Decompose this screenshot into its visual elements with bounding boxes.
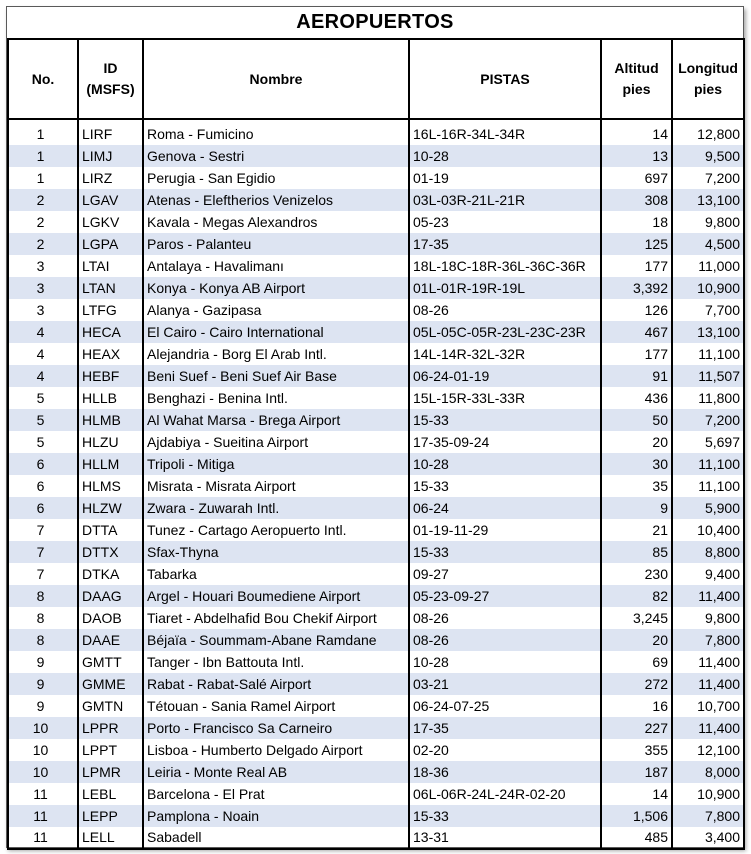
- cell-longitud: 9,500: [672, 145, 744, 167]
- cell-id: LELL: [78, 827, 143, 849]
- cell-no: 9: [8, 695, 78, 717]
- cell-longitud: 11,400: [672, 717, 744, 739]
- cell-nombre: Genova - Sestri: [143, 145, 409, 167]
- cell-id: HLLM: [78, 453, 143, 475]
- table-row: [8, 673, 744, 695]
- cell-id: HLMB: [78, 409, 143, 431]
- cell-longitud: 7,800: [672, 629, 744, 651]
- cell-id: LEPP: [78, 805, 143, 827]
- cell-nombre: Rabat - Rabat-Salé Airport: [143, 673, 409, 695]
- header-no-label: No.: [31, 70, 55, 87]
- cell-id: HEAX: [78, 343, 143, 365]
- cell-nombre: Tabarka: [143, 563, 409, 585]
- cell-no: 11: [8, 827, 78, 849]
- cell-longitud: 11,400: [672, 651, 744, 673]
- cell-pistas: 01-19-11-29: [409, 519, 601, 541]
- cell-id: LPPR: [78, 717, 143, 739]
- cell-altitud: 14: [601, 783, 672, 805]
- table-row: [8, 585, 744, 607]
- header-nombre-label: Nombre: [249, 70, 303, 87]
- table-row: [8, 651, 744, 673]
- header-id-line1: ID: [103, 60, 118, 76]
- cell-pistas: 13-31: [409, 827, 601, 849]
- table-row: [8, 233, 744, 255]
- cell-longitud: 11,507: [672, 365, 744, 387]
- cell-no: 6: [8, 497, 78, 519]
- cell-pistas: 01L-01R-19R-19L: [409, 277, 601, 299]
- cell-longitud: 7,700: [672, 299, 744, 321]
- cell-no: 2: [8, 189, 78, 211]
- table-row: [8, 387, 744, 409]
- table-row: [8, 321, 744, 343]
- cell-id: DAAG: [78, 585, 143, 607]
- cell-nombre: Konya - Konya AB Airport: [143, 277, 409, 299]
- cell-pistas: 08-26: [409, 607, 601, 629]
- cell-nombre: Pamplona - Noain: [143, 805, 409, 827]
- cell-altitud: 355: [601, 739, 672, 761]
- cell-altitud: 177: [601, 343, 672, 365]
- header-longitud-line2: pies: [693, 81, 722, 97]
- cell-nombre: Béjaïa - Soummam-Abane Ramdane: [143, 629, 409, 651]
- cell-longitud: 10,900: [672, 783, 744, 805]
- cell-id: GMTN: [78, 695, 143, 717]
- cell-longitud: 11,100: [672, 453, 744, 475]
- cell-no: 2: [8, 211, 78, 233]
- cell-longitud: 12,800: [672, 123, 744, 145]
- table-row: [8, 717, 744, 739]
- cell-id: HLMS: [78, 475, 143, 497]
- cell-nombre: Kavala - Megas Alexandros: [143, 211, 409, 233]
- cell-longitud: 11,800: [672, 387, 744, 409]
- cell-no: 7: [8, 563, 78, 585]
- cell-no: 1: [8, 167, 78, 189]
- cell-altitud: 485: [601, 827, 672, 849]
- cell-longitud: 11,000: [672, 255, 744, 277]
- table-row: [8, 453, 744, 475]
- cell-no: 6: [8, 475, 78, 497]
- table-row: [8, 255, 744, 277]
- header-pistas-label: PISTAS: [480, 70, 530, 87]
- cell-altitud: 467: [601, 321, 672, 343]
- cell-no: 10: [8, 761, 78, 783]
- cell-nombre: Paros - Palanteu: [143, 233, 409, 255]
- cell-longitud: 9,800: [672, 607, 744, 629]
- cell-nombre: El Cairo - Cairo International: [143, 321, 409, 343]
- cell-no: 6: [8, 453, 78, 475]
- cell-id: HECA: [78, 321, 143, 343]
- cell-id: LTFG: [78, 299, 143, 321]
- cell-longitud: 13,100: [672, 321, 744, 343]
- cell-longitud: 10,400: [672, 519, 744, 541]
- table-row: [8, 563, 744, 585]
- cell-altitud: 50: [601, 409, 672, 431]
- cell-nombre: Beni Suef - Beni Suef Air Base: [143, 365, 409, 387]
- cell-pistas: 15-33: [409, 409, 601, 431]
- header-altitud-line2: pies: [622, 81, 651, 97]
- cell-altitud: 82: [601, 585, 672, 607]
- cell-longitud: 7,800: [672, 805, 744, 827]
- table-row: [8, 805, 744, 827]
- cell-nombre: Tétouan - Sania Ramel Airport: [143, 695, 409, 717]
- cell-no: 10: [8, 739, 78, 761]
- cell-pistas: 05-23: [409, 211, 601, 233]
- table-row: [8, 431, 744, 453]
- table-row: [8, 827, 744, 849]
- cell-altitud: 272: [601, 673, 672, 695]
- cell-altitud: 16: [601, 695, 672, 717]
- cell-pistas: 17-35: [409, 233, 601, 255]
- header-pistas: [409, 39, 601, 119]
- cell-nombre: Sfax-Thyna: [143, 541, 409, 563]
- header-nombre: [143, 39, 409, 119]
- cell-pistas: 10-28: [409, 651, 601, 673]
- cell-longitud: 4,500: [672, 233, 744, 255]
- cell-longitud: 9,400: [672, 563, 744, 585]
- page-title: AEROPUERTOS: [296, 11, 454, 33]
- cell-id: DTTX: [78, 541, 143, 563]
- header-altitud-line1: Altitud: [614, 60, 659, 76]
- cell-nombre: Benghazi - Benina Intl.: [143, 387, 409, 409]
- cell-altitud: 85: [601, 541, 672, 563]
- table-row: [8, 497, 744, 519]
- cell-longitud: 13,100: [672, 189, 744, 211]
- cell-pistas: 09-27: [409, 563, 601, 585]
- cell-pistas: 08-26: [409, 299, 601, 321]
- cell-altitud: 91: [601, 365, 672, 387]
- cell-altitud: 125: [601, 233, 672, 255]
- cell-nombre: Barcelona - El Prat: [143, 783, 409, 805]
- cell-pistas: 18-36: [409, 761, 601, 783]
- cell-no: 3: [8, 277, 78, 299]
- cell-altitud: 18: [601, 211, 672, 233]
- table-row: [8, 343, 744, 365]
- cell-pistas: 18L-18C-18R-36L-36C-36R: [409, 255, 601, 277]
- cell-nombre: Leiria - Monte Real AB: [143, 761, 409, 783]
- cell-nombre: Tunez - Cartago Aeropuerto Intl.: [143, 519, 409, 541]
- cell-nombre: Tiaret - Abdelhafid Bou Chekif Airport: [143, 607, 409, 629]
- cell-nombre: Roma - Fumicino: [143, 123, 409, 145]
- cell-altitud: 436: [601, 387, 672, 409]
- table-row: [8, 145, 744, 167]
- cell-longitud: 5,697: [672, 431, 744, 453]
- cell-pistas: 05L-05C-05R-23L-23C-23R: [409, 321, 601, 343]
- airports-table: [7, 38, 745, 850]
- cell-id: HLZW: [78, 497, 143, 519]
- table-header: [8, 39, 744, 123]
- cell-id: GMTT: [78, 651, 143, 673]
- cell-nombre: Atenas - Eleftherios Venizelos: [143, 189, 409, 211]
- cell-nombre: Lisboa - Humberto Delgado Airport: [143, 739, 409, 761]
- cell-nombre: Argel - Houari Boumediene Airport: [143, 585, 409, 607]
- cell-id: DTTA: [78, 519, 143, 541]
- cell-id: HEBF: [78, 365, 143, 387]
- table-row: [8, 211, 744, 233]
- cell-pistas: 06-24-01-19: [409, 365, 601, 387]
- cell-nombre: Perugia - San Egidio: [143, 167, 409, 189]
- cell-pistas: 05-23-09-27: [409, 585, 601, 607]
- cell-pistas: 03-21: [409, 673, 601, 695]
- header-id-line2: (MSFS): [86, 81, 135, 97]
- cell-id: LPPT: [78, 739, 143, 761]
- cell-id: LIMJ: [78, 145, 143, 167]
- cell-id: LTAI: [78, 255, 143, 277]
- cell-pistas: 17-35: [409, 717, 601, 739]
- cell-longitud: 11,400: [672, 585, 744, 607]
- cell-pistas: 15-33: [409, 805, 601, 827]
- table-row: [8, 629, 744, 651]
- cell-no: 1: [8, 145, 78, 167]
- cell-longitud: 11,100: [672, 343, 744, 365]
- cell-no: 8: [8, 607, 78, 629]
- cell-longitud: 3,400: [672, 827, 744, 849]
- table-body: [8, 123, 744, 849]
- cell-nombre: Zwara - Zuwarah Intl.: [143, 497, 409, 519]
- cell-id: DTKA: [78, 563, 143, 585]
- cell-id: LIRF: [78, 123, 143, 145]
- cell-pistas: 06-24: [409, 497, 601, 519]
- cell-altitud: 14: [601, 123, 672, 145]
- table-row: [8, 783, 744, 805]
- cell-altitud: 126: [601, 299, 672, 321]
- cell-no: 7: [8, 519, 78, 541]
- header-longitud-line1: Longitud: [678, 60, 738, 76]
- cell-altitud: 308: [601, 189, 672, 211]
- cell-no: 10: [8, 717, 78, 739]
- table-row: [8, 189, 744, 211]
- cell-no: 1: [8, 123, 78, 145]
- cell-altitud: 697: [601, 167, 672, 189]
- cell-nombre: Tanger - Ibn Battouta Intl.: [143, 651, 409, 673]
- cell-altitud: 187: [601, 761, 672, 783]
- cell-pistas: 10-28: [409, 145, 601, 167]
- cell-pistas: 02-20: [409, 739, 601, 761]
- cell-pistas: 15-33: [409, 475, 601, 497]
- cell-altitud: 1,506: [601, 805, 672, 827]
- cell-pistas: 03L-03R-21L-21R: [409, 189, 601, 211]
- cell-no: 9: [8, 673, 78, 695]
- cell-pistas: 15-33: [409, 541, 601, 563]
- cell-id: HLZU: [78, 431, 143, 453]
- cell-pistas: 16L-16R-34L-34R: [409, 123, 601, 145]
- cell-nombre: Ajdabiya - Sueitina Airport: [143, 431, 409, 453]
- table-row: [8, 607, 744, 629]
- cell-pistas: 15L-15R-33L-33R: [409, 387, 601, 409]
- cell-no: 8: [8, 585, 78, 607]
- cell-altitud: 20: [601, 431, 672, 453]
- header-id: [78, 39, 143, 119]
- cell-no: 8: [8, 629, 78, 651]
- cell-no: 3: [8, 255, 78, 277]
- table-row: [8, 475, 744, 497]
- cell-nombre: Misrata - Misrata Airport: [143, 475, 409, 497]
- cell-longitud: 8,800: [672, 541, 744, 563]
- cell-no: 5: [8, 431, 78, 453]
- cell-id: LGKV: [78, 211, 143, 233]
- cell-nombre: Porto - Francisco Sa Carneiro: [143, 717, 409, 739]
- cell-nombre: Antalaya - Havalimanı: [143, 255, 409, 277]
- cell-altitud: 3,392: [601, 277, 672, 299]
- cell-no: 9: [8, 651, 78, 673]
- cell-altitud: 177: [601, 255, 672, 277]
- cell-longitud: 5,900: [672, 497, 744, 519]
- cell-longitud: 10,900: [672, 277, 744, 299]
- cell-altitud: 230: [601, 563, 672, 585]
- cell-longitud: 9,800: [672, 211, 744, 233]
- cell-id: GMME: [78, 673, 143, 695]
- cell-pistas: 01-19: [409, 167, 601, 189]
- cell-pistas: 14L-14R-32L-32R: [409, 343, 601, 365]
- header-no: [8, 39, 78, 119]
- cell-altitud: 35: [601, 475, 672, 497]
- cell-id: LGPA: [78, 233, 143, 255]
- cell-no: 11: [8, 783, 78, 805]
- cell-nombre: Alanya - Gazipasa: [143, 299, 409, 321]
- table-row: [8, 541, 744, 563]
- cell-no: 2: [8, 233, 78, 255]
- cell-id: LIRZ: [78, 167, 143, 189]
- cell-no: 11: [8, 805, 78, 827]
- cell-id: LTAN: [78, 277, 143, 299]
- cell-longitud: 11,400: [672, 673, 744, 695]
- cell-nombre: Tripoli - Mitiga: [143, 453, 409, 475]
- cell-no: 4: [8, 365, 78, 387]
- cell-nombre: Sabadell: [143, 827, 409, 849]
- table-row: [8, 277, 744, 299]
- cell-pistas: 08-26: [409, 629, 601, 651]
- cell-id: LEBL: [78, 783, 143, 805]
- cell-id: LGAV: [78, 189, 143, 211]
- cell-no: 4: [8, 343, 78, 365]
- cell-longitud: 7,200: [672, 409, 744, 431]
- cell-longitud: 11,100: [672, 475, 744, 497]
- cell-no: 4: [8, 321, 78, 343]
- cell-id: DAOB: [78, 607, 143, 629]
- table-row: [8, 123, 744, 145]
- table-frame: [6, 6, 744, 848]
- cell-nombre: Alejandria - Borg El Arab Intl.: [143, 343, 409, 365]
- table-row: [8, 365, 744, 387]
- cell-longitud: 12,100: [672, 739, 744, 761]
- cell-altitud: 21: [601, 519, 672, 541]
- table-row: [8, 167, 744, 189]
- cell-altitud: 3,245: [601, 607, 672, 629]
- table-row: [8, 299, 744, 321]
- cell-altitud: 227: [601, 717, 672, 739]
- cell-pistas: 06-24-07-25: [409, 695, 601, 717]
- header-longitud: [672, 39, 744, 119]
- table-row: [8, 519, 744, 541]
- cell-no: 5: [8, 409, 78, 431]
- table-row: [8, 695, 744, 717]
- cell-pistas: 10-28: [409, 453, 601, 475]
- cell-altitud: 69: [601, 651, 672, 673]
- cell-pistas: 17-35-09-24: [409, 431, 601, 453]
- table-row: [8, 739, 744, 761]
- cell-altitud: 9: [601, 497, 672, 519]
- cell-longitud: 8,000: [672, 761, 744, 783]
- table-row: [8, 409, 744, 431]
- cell-no: 3: [8, 299, 78, 321]
- cell-id: HLLB: [78, 387, 143, 409]
- cell-pistas: 06L-06R-24L-24R-02-20: [409, 783, 601, 805]
- cell-altitud: 20: [601, 629, 672, 651]
- cell-no: 7: [8, 541, 78, 563]
- cell-altitud: 13: [601, 145, 672, 167]
- cell-no: 5: [8, 387, 78, 409]
- cell-id: DAAE: [78, 629, 143, 651]
- cell-id: LPMR: [78, 761, 143, 783]
- cell-altitud: 30: [601, 453, 672, 475]
- table-row: [8, 761, 744, 783]
- cell-nombre: Al Wahat Marsa - Brega Airport: [143, 409, 409, 431]
- cell-longitud: 10,700: [672, 695, 744, 717]
- cell-longitud: 7,200: [672, 167, 744, 189]
- header-altitud: [601, 39, 672, 119]
